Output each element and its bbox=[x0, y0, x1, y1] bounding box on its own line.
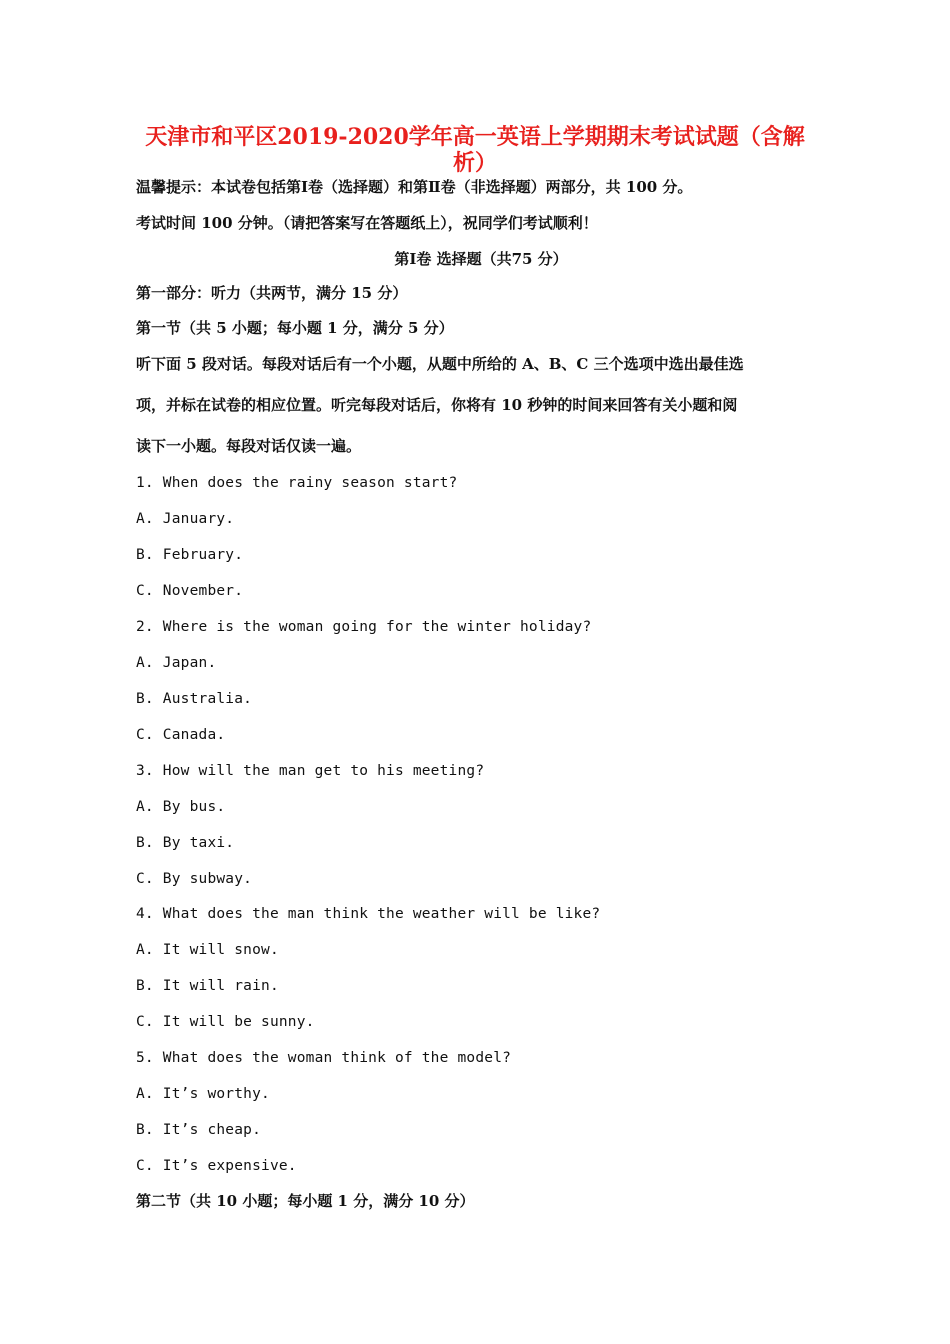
answer-option: C. It’s expensive. bbox=[136, 1158, 297, 1174]
notice-line-2: 考试时间 100 分钟。（请把答案写在答题纸上），祝同学们考试顺利！ bbox=[136, 214, 598, 232]
answer-option: C. It will be sunny. bbox=[136, 1014, 315, 1030]
answer-option: C. November. bbox=[136, 583, 244, 599]
question-stem: 1. When does the rainy season start? bbox=[136, 475, 458, 491]
question-stem: 2. Where is the woman going for the winter holiday? bbox=[136, 619, 592, 635]
answer-option: A. It’s worthy. bbox=[136, 1086, 270, 1102]
answer-option: B. By taxi. bbox=[136, 835, 235, 851]
answer-option: A. Japan. bbox=[136, 655, 217, 671]
volume-heading: 第Ⅰ卷 选择题（共75 分） bbox=[394, 250, 568, 268]
document-title-line-1: 天津市和平区2019-2020学年高一英语上学期期末考试试题（含解 bbox=[145, 124, 805, 150]
answer-option: B. It will rain. bbox=[136, 978, 279, 994]
answer-option: B. February. bbox=[136, 547, 244, 563]
answer-option: A. It will snow. bbox=[136, 942, 279, 958]
part-heading: 第一部分：听力（共两节，满分 15 分） bbox=[136, 284, 408, 302]
answer-option: A. By bus. bbox=[136, 799, 226, 815]
section-1-heading: 第一节（共 5 小题；每小题 1 分，满分 5 分） bbox=[136, 319, 454, 337]
answer-option: C. By subway. bbox=[136, 871, 253, 887]
notice-line-1: 温馨提示：本试卷包括第Ⅰ卷（选择题）和第Ⅱ卷（非选择题）两部分，共 100 分。 bbox=[136, 178, 693, 196]
section-2-heading: 第二节（共 10 小题；每小题 1 分，满分 10 分） bbox=[136, 1192, 475, 1210]
document-title-line-2: 析） bbox=[452, 150, 497, 176]
instructions-line-2: 项，并标在试卷的相应位置。听完每段对话后，你将有 10 秒钟的时间来回答有关小题和阅 bbox=[136, 396, 738, 414]
question-stem: 5. What does the woman think of the model? bbox=[136, 1050, 512, 1066]
instructions-line-1: 听下面 5 段对话。每段对话后有一个小题，从题中所给的 A、B、C 三个选项中选出最佳选 bbox=[136, 355, 744, 373]
answer-option: C. Canada. bbox=[136, 727, 226, 743]
question-stem: 3. How will the man get to his meeting? bbox=[136, 763, 485, 779]
answer-option: B. Australia. bbox=[136, 691, 253, 707]
answer-option: B. It’s cheap. bbox=[136, 1122, 262, 1138]
instructions-line-3: 读下一小题。每段对话仅读一遍。 bbox=[136, 437, 362, 455]
answer-option: A. January. bbox=[136, 511, 235, 527]
question-stem: 4. What does the man think the weather will be like? bbox=[136, 906, 601, 922]
